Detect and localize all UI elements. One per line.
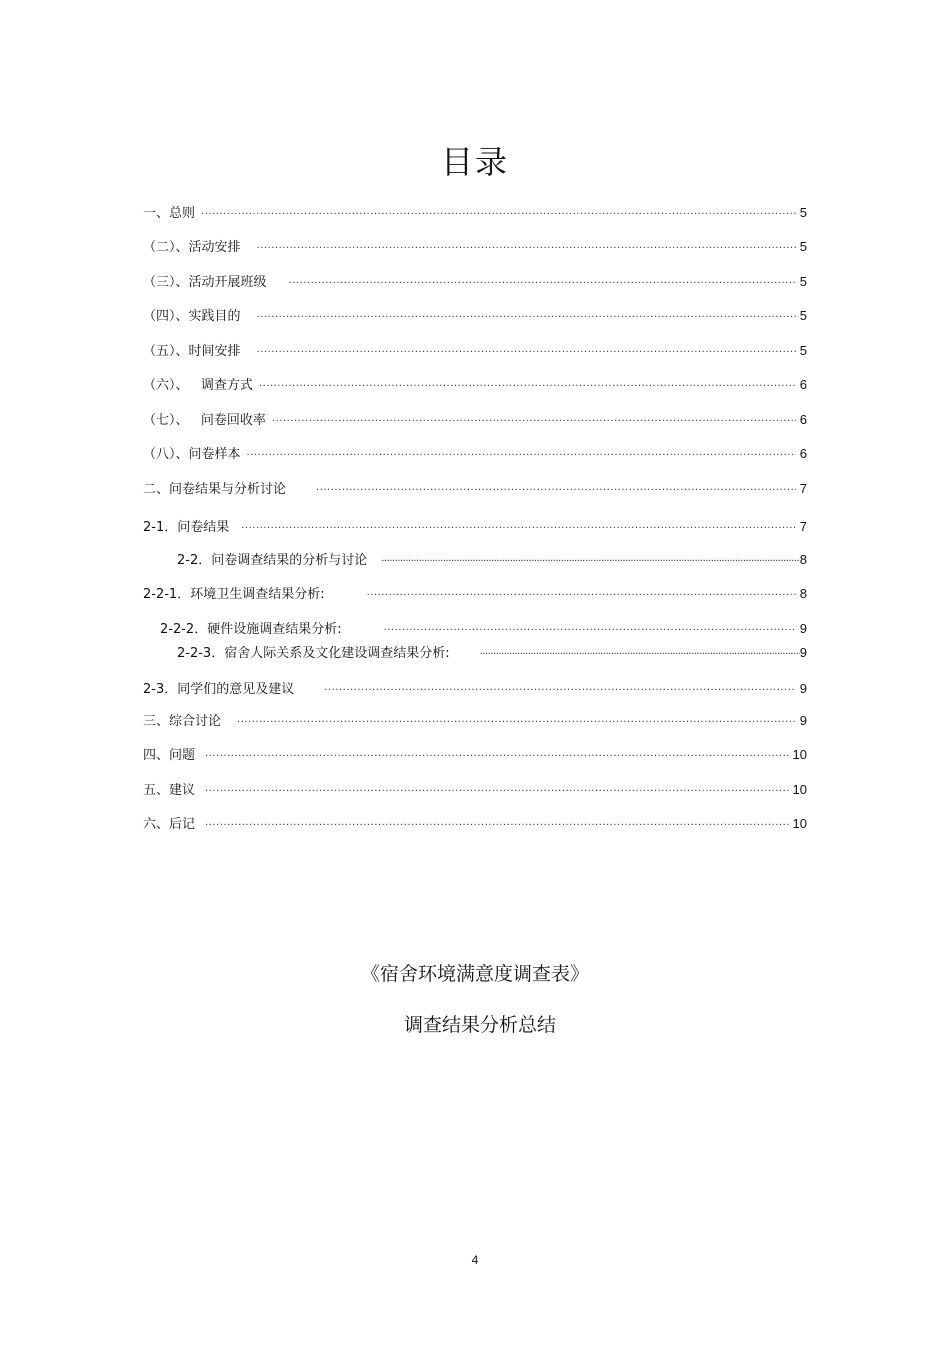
- toc-entry[interactable]: [143, 272, 807, 292]
- toc-entry[interactable]: [160, 619, 807, 639]
- toc-entry[interactable]: [143, 306, 807, 326]
- toc-entry[interactable]: [143, 517, 807, 537]
- toc-entry-label: 2-3．同学们的意见及建议: [143, 682, 295, 697]
- toc-entry[interactable]: [143, 444, 807, 464]
- toc-dot-leader: [272, 412, 796, 432]
- toc-entry-label: （六）、 调查方式: [143, 378, 253, 393]
- toc-entry-label: 五、建议: [143, 783, 196, 798]
- toc-dot-leader: [480, 645, 800, 665]
- toc-dot-leader: [381, 552, 800, 572]
- toc-entry-page: 9: [799, 681, 807, 696]
- toc-entry-page: 6: [799, 412, 807, 427]
- toc-entry[interactable]: [143, 814, 807, 834]
- toc-entry-page: 5: [799, 205, 807, 220]
- toc-entry-page: 7: [799, 481, 807, 496]
- toc-entry-label: 2-2．问卷调查结果的分析与讨论: [177, 553, 368, 568]
- toc-entry-label: （四）、实践目的: [143, 309, 241, 324]
- page-number: 4: [471, 1253, 479, 1267]
- toc-entry-page: 6: [799, 446, 807, 461]
- toc-dot-leader: [367, 586, 796, 606]
- toc-entry-label: 2-2-1．环境卫生调查结果分析:: [143, 587, 325, 602]
- toc-entry-page: 9: [799, 621, 807, 636]
- toc-entry[interactable]: [143, 584, 807, 604]
- toc-entry-page: 10: [792, 782, 807, 797]
- toc-entry-page: 8: [799, 586, 807, 601]
- toc-dot-leader: [384, 621, 796, 641]
- toc-entry-page: 5: [799, 343, 807, 358]
- toc-dot-leader: [259, 377, 796, 397]
- toc-entry-label: 2-1．问卷结果: [143, 520, 230, 535]
- toc-dot-leader: [289, 274, 796, 294]
- toc-dot-leader: [205, 782, 789, 802]
- toc-dot-leader: [205, 816, 789, 836]
- toc-entry-label: （八）、问卷样本: [143, 447, 241, 462]
- toc-entry-page: 5: [799, 308, 807, 323]
- toc-entry[interactable]: [143, 375, 807, 395]
- toc-dot-leader: [257, 343, 796, 363]
- toc-dot-leader: [257, 308, 796, 328]
- toc-entry[interactable]: [177, 550, 807, 570]
- toc-entry-label: 一、总则: [143, 206, 196, 221]
- toc-entry-page: 8: [799, 552, 807, 567]
- toc-dot-leader: [201, 205, 796, 225]
- toc-entry-label: 2-2-2．硬件设施调查结果分析:: [160, 622, 342, 637]
- toc-entry[interactable]: [143, 410, 807, 430]
- toc-entry-page: 7: [799, 519, 807, 534]
- toc-entry-page: 9: [799, 713, 807, 728]
- toc-entry[interactable]: [143, 479, 807, 499]
- toc-entry-page: 9: [799, 645, 807, 660]
- toc-entry-label: 2-2-3．宿舍人际关系及文化建设调查结果分析:: [177, 646, 450, 661]
- toc-dot-leader: [247, 446, 796, 466]
- toc-entry[interactable]: [143, 780, 807, 800]
- toc-entry[interactable]: [143, 341, 807, 361]
- toc-entry-label: 四、问题: [143, 748, 196, 763]
- toc-dot-leader: [257, 239, 796, 259]
- toc-entry-label: 二、问卷结果与分析讨论: [143, 482, 287, 497]
- toc-entry[interactable]: [143, 679, 807, 699]
- toc-dot-leader: [241, 519, 796, 539]
- toc-entry-label: （二）、活动安排: [143, 240, 241, 255]
- toc-dot-leader: [316, 481, 796, 501]
- toc-entry-page: 5: [799, 239, 807, 254]
- toc-entry-page: 10: [792, 816, 807, 831]
- toc-entry[interactable]: [143, 237, 807, 257]
- toc-entry-label: （三）、活动开展班级: [143, 275, 267, 290]
- toc-entry-label: 六、后记: [143, 817, 196, 832]
- toc-entry-label: 三、综合讨论: [143, 714, 222, 729]
- document-title: 《宿舍环境满意度调查表》: [360, 963, 589, 985]
- toc-entry-page: 6: [799, 377, 807, 392]
- toc-entry-label: （五）、时间安排: [143, 344, 241, 359]
- toc-entry[interactable]: [143, 203, 807, 223]
- toc-dot-leader: [237, 713, 796, 733]
- toc-entry[interactable]: [177, 643, 807, 663]
- toc-entry-label: （七）、 问卷回收率: [143, 413, 266, 428]
- toc-dot-leader: [324, 681, 796, 701]
- document-subtitle: 调查结果分析总结: [404, 1014, 557, 1036]
- toc-entry[interactable]: [143, 711, 807, 731]
- toc-entry-page: 10: [792, 747, 807, 762]
- toc-dot-leader: [205, 747, 789, 767]
- page-title: 目录: [440, 143, 509, 181]
- toc-entry[interactable]: [143, 745, 807, 765]
- toc-entry-page: 5: [799, 274, 807, 289]
